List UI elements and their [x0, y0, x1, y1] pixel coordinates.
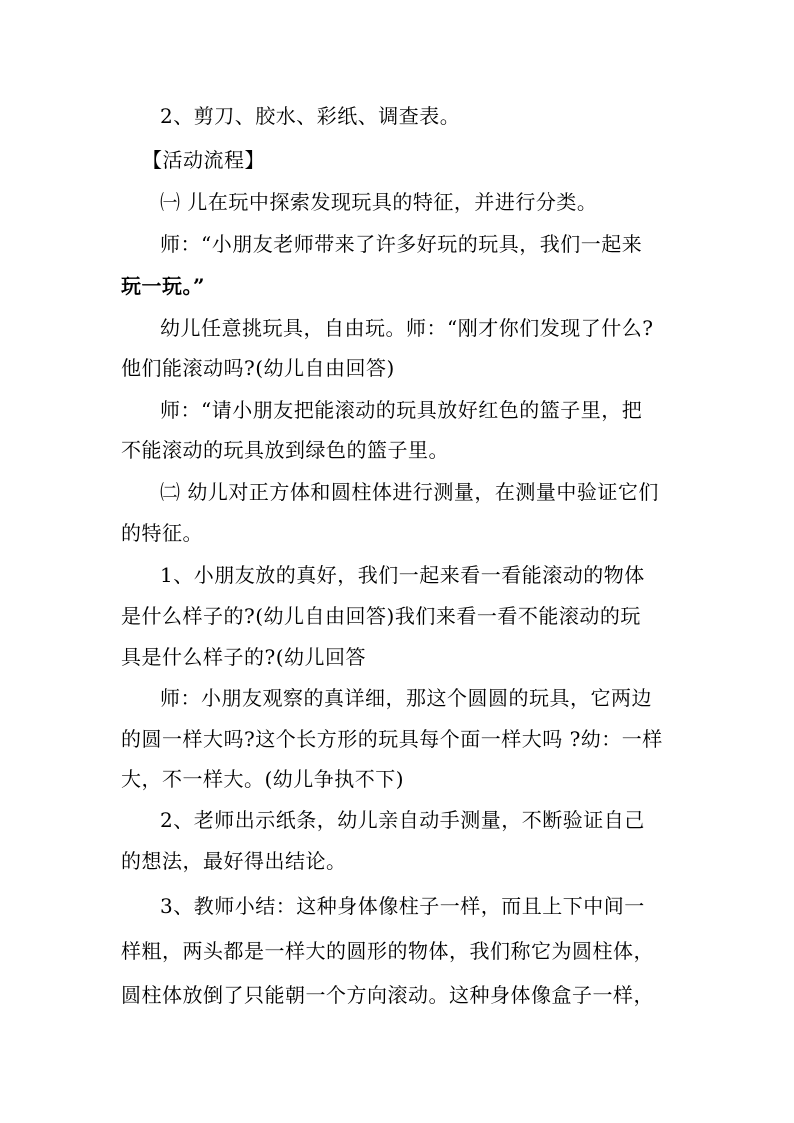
paragraph-line: 圆柱体放倒了只能朝一个方向滚动。这种身体像盒子一样，	[121, 983, 654, 1007]
paragraph-line: 样粗，两头都是一样大的圆形的物体，我们称它为圆柱体，	[121, 939, 654, 963]
paragraph-line: 的特征。	[121, 521, 203, 545]
paragraph-line: 他们能滚动吗?(幼儿自由回答)	[121, 356, 395, 380]
paragraph-line: 大，不一样大。(幼儿争执不下)	[121, 767, 405, 791]
paragraph-line: 幼儿任意挑玩具，自由玩。师：“刚才你们发现了什么?	[160, 316, 654, 340]
step-two-heading: ㈡ 幼儿对正方体和圆柱体进行测量，在测量中验证它们	[160, 480, 659, 504]
section-heading-activity-flow: 【活动流程】	[142, 148, 265, 172]
paragraph-line: 2、老师出示纸条，幼儿亲自动手测量，不断验证自己	[160, 808, 645, 832]
materials-line: 2、剪刀、胶水、彩纸、调查表。	[160, 104, 461, 128]
paragraph-line: 师：小朋友观察的真详细，那这个圆圆的玩具，它两边	[160, 686, 652, 710]
paragraph-line: 具是什么样子的?(幼儿回答	[121, 645, 367, 669]
paragraph-line: 玩一玩。”	[121, 274, 206, 298]
paragraph-line: 的圆一样大吗?这个长方形的玩具每个面一样大吗 ?幼：一样	[121, 727, 663, 751]
paragraph-line: 1、小朋友放的真好，我们一起来看一看能滚动的物体	[160, 563, 645, 587]
paragraph-line: 是什么样子的?(幼儿自由回答)我们来看一看不能滚动的玩	[121, 604, 641, 628]
paragraph-line: 的想法，最好得出结论。	[121, 849, 347, 873]
paragraph-line: 师：“请小朋友把能滚动的玩具放好红色的篮子里，把	[160, 398, 643, 422]
paragraph-line: 3、教师小结：这种身体像柱子一样，而且上下中间一	[160, 894, 645, 918]
step-one-heading: ㈠ 儿在玩中探索发现玩具的特征，并进行分类。	[160, 190, 598, 214]
paragraph-line: 不能滚动的玩具放到绿色的篮子里。	[121, 438, 449, 462]
paragraph-line: 师：“小朋友老师带来了许多好玩的玩具，我们一起来	[160, 232, 643, 256]
